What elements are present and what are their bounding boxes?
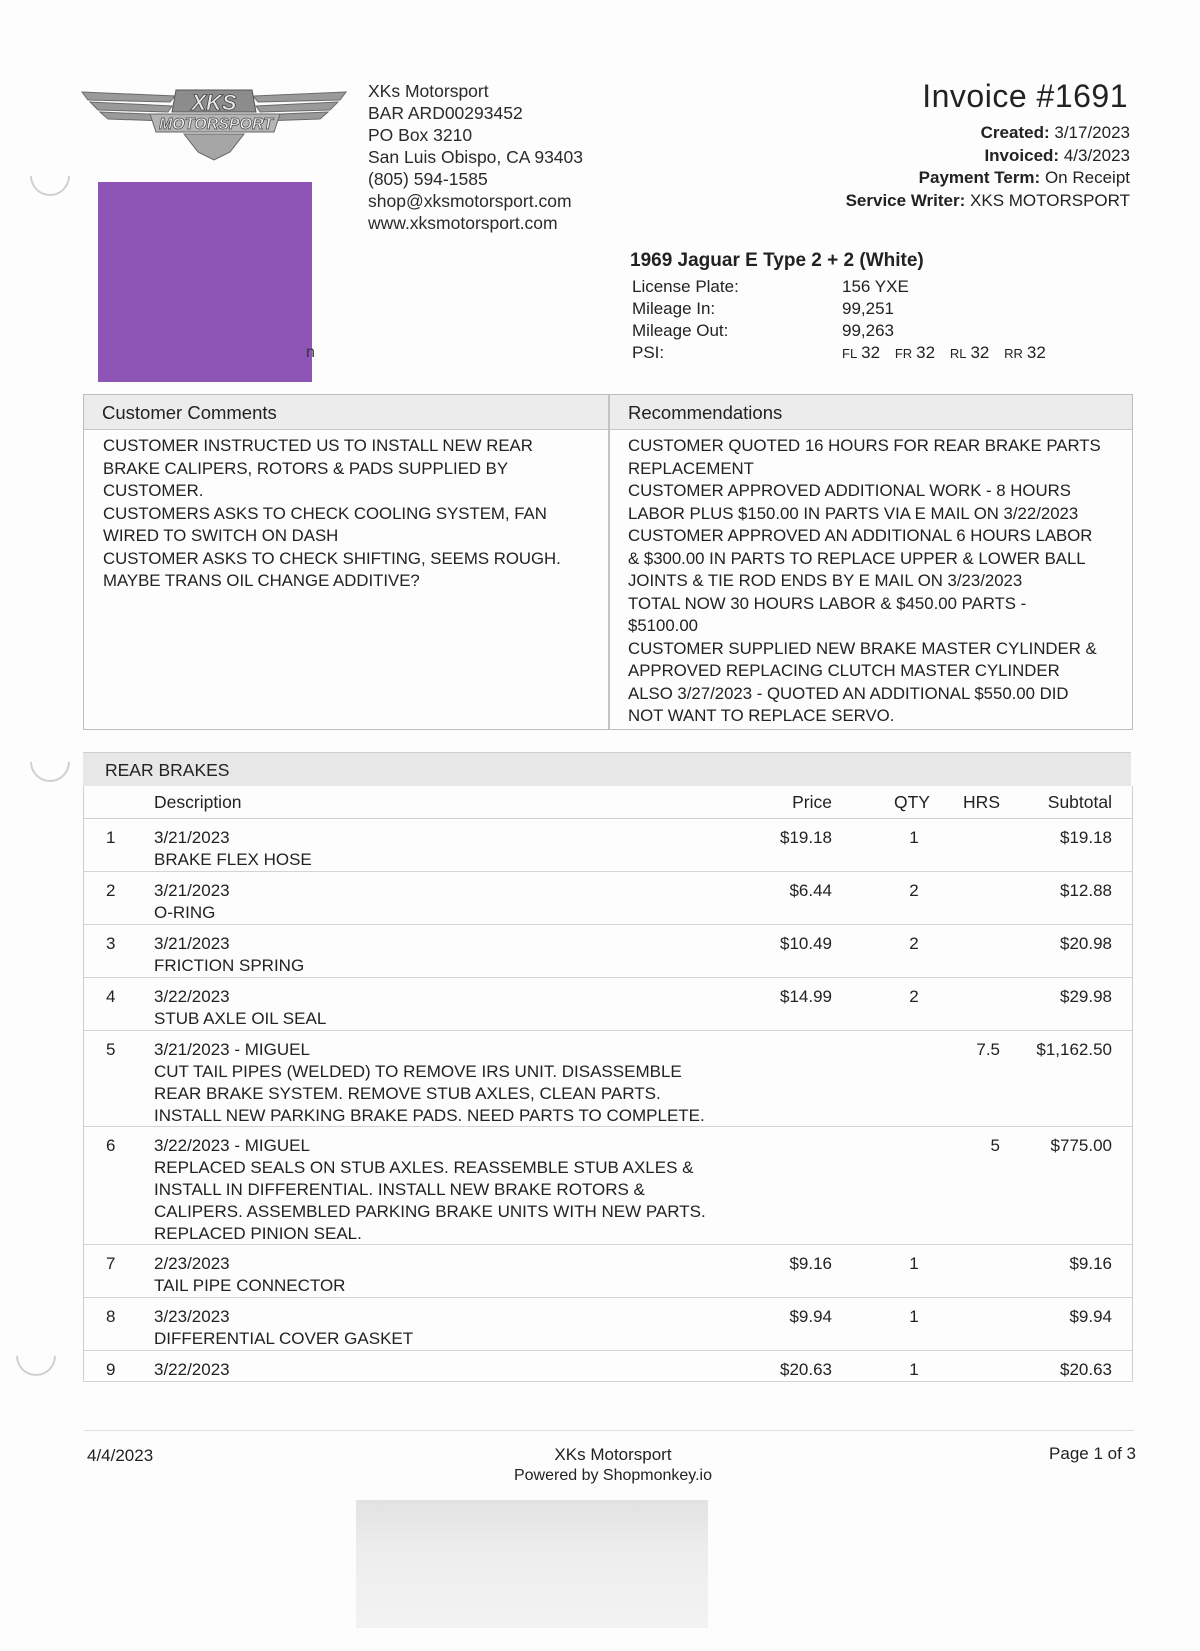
- row-description-line: CALIPERS. ASSEMBLED PARKING BRAKE UNITS WITH NEW PARTS.: [154, 1202, 706, 1221]
- psi-rl-value: 32: [970, 343, 990, 362]
- customer-comments-heading: Customer Comments: [84, 395, 608, 430]
- row-description-line: 3/22/2023: [154, 987, 230, 1006]
- row-qty: 2: [909, 881, 919, 900]
- comment-line: LABOR PLUS $150.00 IN PARTS VIA E MAIL ON 3/22/2023: [628, 503, 1079, 523]
- footer-company-name: XKs Motorsport: [554, 1445, 672, 1464]
- table-row: [84, 1245, 1132, 1298]
- row-subtotal: $29.98: [1060, 987, 1112, 1006]
- comment-line: BRAKE CALIPERS, ROTORS & PADS SUPPLIED BY: [103, 458, 509, 478]
- column-subtotal: Subtotal: [1047, 792, 1112, 812]
- row-description-line: REAR BRAKE SYSTEM. REMOVE STUB AXLES, CLEAN PARTS.: [154, 1084, 661, 1103]
- row-subtotal: $20.98: [1060, 934, 1112, 953]
- row-price: $6.44: [789, 881, 832, 900]
- footer-date: 4/4/2023: [87, 1446, 154, 1465]
- redacted-customer-info: [98, 182, 312, 382]
- row-number: 2: [106, 881, 116, 900]
- comment-line: MAYBE TRANS OIL CHANGE ADDITIVE?: [103, 571, 420, 590]
- company-email: shop@xksmotorsport.com: [368, 191, 572, 211]
- psi-label: PSI:: [632, 343, 665, 362]
- column-qty: QTY: [894, 792, 930, 812]
- recommendations-text: [628, 435, 1128, 728]
- punch-hole-middle: [22, 734, 79, 791]
- comment-line: CUSTOMERS ASKS TO CHECK COOLING SYSTEM, FAN: [103, 503, 547, 523]
- comment-line: CUSTOMER APPROVED ADDITIONAL WORK - 8 HOURS: [628, 481, 1071, 500]
- psi-fl-value: 32: [861, 343, 881, 362]
- row-description: [154, 986, 774, 1030]
- row-number: 5: [106, 1040, 116, 1059]
- comment-line: TOTAL NOW 30 HOURS LABOR & $450.00 PARTS -: [628, 593, 1027, 613]
- mileage-out-value: 99,263: [842, 321, 894, 340]
- row-description: [154, 1039, 774, 1127]
- row-description-line: 3/21/2023: [154, 934, 230, 953]
- row-description-line: INSTALL NEW PARKING BRAKE PADS. NEED PARTS TO COMPLETE.: [154, 1106, 705, 1125]
- comment-line: & $300.00 IN PARTS TO REPLACE UPPER & LOWER BALL: [628, 548, 1086, 568]
- row-description: [154, 1135, 774, 1245]
- punch-hole-bottom: [8, 1328, 65, 1385]
- table-header: [84, 786, 1132, 819]
- row-description-line: 3/21/2023: [154, 828, 230, 847]
- table-row: [84, 872, 1132, 925]
- company-city: San Luis Obispo, CA 93403: [368, 147, 584, 167]
- row-description: [154, 1306, 774, 1350]
- scan-smudge: [356, 1500, 708, 1628]
- row-number: 9: [106, 1359, 116, 1379]
- row-price: $10.49: [780, 934, 832, 953]
- footer-divider: [84, 1430, 1134, 1431]
- company-info: [368, 80, 583, 234]
- row-qty: 2: [909, 987, 919, 1006]
- invoiced-row: [846, 145, 1130, 168]
- psi-values: [842, 342, 1056, 365]
- license-label: License Plate:: [632, 277, 739, 296]
- row-description: [154, 827, 774, 871]
- comment-line: CUSTOMER SUPPLIED NEW BRAKE MASTER CYLINDER &: [628, 638, 1097, 658]
- column-description: Description: [154, 792, 242, 812]
- row-description-line: 3/22/2023 - MIGUEL: [154, 1136, 310, 1155]
- column-hrs: HRS: [963, 792, 1000, 812]
- row-hrs: 5: [990, 1136, 1000, 1155]
- rear-brakes-table: [83, 786, 1133, 1382]
- service-writer-label: Service Writer:: [845, 190, 966, 210]
- created-label: Created:: [980, 123, 1050, 142]
- row-description-line: BRAKE FLEX HOSE: [154, 850, 312, 869]
- vehicle-title: 1969 Jaguar E Type 2 + 2 (White): [630, 250, 924, 271]
- payment-term-label: Payment Term:: [918, 168, 1041, 187]
- psi-fl-label: FL: [842, 346, 858, 361]
- logo-text-top: XKS: [191, 90, 237, 115]
- row-description-line: O-RING: [154, 903, 216, 922]
- table-row: [84, 1127, 1132, 1245]
- license-row: [632, 276, 1056, 298]
- row-subtotal: $9.94: [1069, 1306, 1112, 1326]
- row-description-line: 3/21/2023: [154, 881, 230, 900]
- mileage-out-label: Mileage Out:: [632, 321, 729, 340]
- psi-fr-label: FR: [894, 346, 913, 361]
- comment-line: CUSTOMER ASKS TO CHECK SHIFTING, SEEMS ROUGH.: [103, 548, 561, 568]
- row-number: 3: [106, 934, 116, 953]
- row-description-line: DIFFERENTIAL COVER GASKET: [154, 1328, 414, 1348]
- psi-rr-value: 32: [1026, 343, 1046, 362]
- table-row: [84, 819, 1132, 872]
- row-qty: 1: [909, 1359, 919, 1379]
- row-qty: 2: [909, 934, 919, 953]
- row-qty: 1: [909, 828, 919, 847]
- footer-page-number: Page 1 of 3: [1049, 1444, 1136, 1463]
- row-description-line: TAIL PIPE CONNECTOR: [154, 1275, 346, 1295]
- row-subtotal: $775.00: [1050, 1136, 1112, 1155]
- comments-section: [83, 394, 1133, 730]
- comment-line: NOT WANT TO REPLACE SERVO.: [628, 706, 895, 725]
- comment-line: WIRED TO SWITCH ON DASH: [103, 526, 339, 545]
- row-description-line: REPLACED PINION SEAL.: [154, 1224, 362, 1243]
- table-row: [84, 978, 1132, 1031]
- comment-line: CUSTOMER QUOTED 16 HOURS FOR REAR BRAKE PARTS: [628, 436, 1101, 455]
- row-description: [154, 1253, 774, 1297]
- row-subtotal: $12.88: [1060, 881, 1112, 900]
- table-row: [84, 1298, 1132, 1351]
- company-name: XKs Motorsport: [368, 81, 489, 101]
- customer-comments-text: [103, 435, 603, 593]
- comment-line: APPROVED REPLACING CLUTCH MASTER CYLINDER: [628, 661, 1060, 680]
- comment-line: REPLACEMENT: [628, 458, 754, 478]
- invoice-meta: [846, 122, 1130, 212]
- service-writer-value: XKS MOTORSPORT: [970, 190, 1130, 210]
- row-price: $9.16: [789, 1253, 832, 1273]
- psi-fr-value: 32: [916, 343, 936, 362]
- logo-text-bottom: MOTORSPORT: [158, 116, 274, 133]
- invoice-title: Invoice #1691: [922, 78, 1128, 114]
- row-description: [154, 933, 774, 977]
- rear-brakes-heading: REAR BRAKES: [83, 752, 1131, 786]
- row-price: $14.99: [780, 987, 832, 1006]
- row-description: [154, 1359, 774, 1381]
- comment-line: ALSO 3/27/2023 - QUOTED AN ADDITIONAL $550.00 DID: [628, 683, 1069, 703]
- payment-term-row: [846, 167, 1130, 190]
- row-number: 6: [106, 1136, 116, 1155]
- table-row: [84, 925, 1132, 978]
- column-price: Price: [792, 792, 832, 812]
- row-subtotal: $20.63: [1060, 1359, 1112, 1379]
- row-subtotal: $1,162.50: [1036, 1040, 1112, 1059]
- punch-hole-top: [22, 148, 79, 205]
- psi-rr-label: RR: [1004, 346, 1023, 361]
- row-description-line: 2/23/2023: [154, 1253, 230, 1273]
- row-subtotal: $9.16: [1069, 1253, 1112, 1273]
- row-description-line: INSTALL IN DIFFERENTIAL. INSTALL NEW BRAKE ROTORS &: [154, 1180, 645, 1199]
- row-subtotal: $19.18: [1060, 828, 1112, 847]
- service-writer-row: [846, 190, 1130, 213]
- row-description-line: CUT TAIL PIPES (WELDED) TO REMOVE IRS UNIT. DISASSEMBLE: [154, 1062, 682, 1081]
- psi-row: [632, 342, 1056, 365]
- mileage-in-value: 99,251: [842, 299, 894, 318]
- column-divider: [608, 395, 610, 729]
- row-description-line: REPLACED SEALS ON STUB AXLES. REASSEMBLE STUB AXLES &: [154, 1158, 694, 1177]
- created-value: 3/17/2023: [1054, 123, 1130, 142]
- row-hrs: 7.5: [976, 1040, 1000, 1059]
- company-bar: BAR ARD00293452: [368, 103, 523, 123]
- comment-line: $5100.00: [628, 616, 698, 635]
- footer-powered-by: Powered by Shopmonkey.io: [513, 1467, 713, 1484]
- row-price: $9.94: [789, 1306, 832, 1326]
- comment-line: JOINTS & TIE ROD ENDS BY E MAIL ON 3/23/2023: [628, 571, 1023, 590]
- company-logo: [80, 82, 348, 166]
- company-phone: (805) 594-1585: [368, 169, 488, 189]
- row-number: 7: [106, 1253, 116, 1273]
- row-price: $19.18: [780, 828, 832, 847]
- company-po-box: PO Box 3210: [368, 125, 473, 145]
- table-row: [84, 1031, 1132, 1127]
- company-website: www.xksmotorsport.com: [368, 213, 558, 233]
- row-description-line: 3/22/2023: [154, 1359, 230, 1379]
- table-body: [84, 819, 1132, 1382]
- psi-rl-label: RL: [949, 346, 967, 361]
- row-description: [154, 880, 774, 924]
- row-number: 1: [106, 828, 116, 847]
- invoiced-value: 4/3/2023: [1063, 145, 1130, 165]
- table-row: [84, 1351, 1132, 1383]
- payment-term-value: On Receipt: [1044, 168, 1130, 187]
- recommendations-heading: Recommendations: [610, 395, 1132, 430]
- footer-company: [500, 1444, 726, 1486]
- created-row: [846, 122, 1130, 145]
- row-description-line: 3/21/2023 - MIGUEL: [154, 1040, 310, 1059]
- row-qty: 1: [909, 1253, 919, 1273]
- winged-logo-icon: [80, 82, 348, 166]
- comment-line: CUSTOMER.: [103, 481, 204, 500]
- invoiced-label: Invoiced:: [984, 145, 1060, 165]
- row-description-line: FRICTION SPRING: [154, 956, 305, 975]
- mileage-in-label: Mileage In:: [632, 299, 716, 318]
- license-value: 156 YXE: [842, 277, 909, 296]
- comment-line: CUSTOMER APPROVED AN ADDITIONAL 6 HOURS LABOR: [628, 526, 1093, 545]
- row-description-line: STUB AXLE OIL SEAL: [154, 1009, 327, 1028]
- row-number: 8: [106, 1306, 116, 1326]
- row-price: $20.63: [780, 1359, 832, 1379]
- redacted-fragment: n: [306, 344, 315, 361]
- mileage-in-row: [632, 298, 1056, 320]
- mileage-out-row: [632, 320, 1056, 342]
- row-qty: 1: [909, 1306, 919, 1326]
- vehicle-details: [632, 276, 1056, 365]
- comment-line: CUSTOMER INSTRUCTED US TO INSTALL NEW REAR: [103, 436, 533, 455]
- row-description-line: 3/23/2023: [154, 1306, 230, 1326]
- row-number: 4: [106, 987, 116, 1006]
